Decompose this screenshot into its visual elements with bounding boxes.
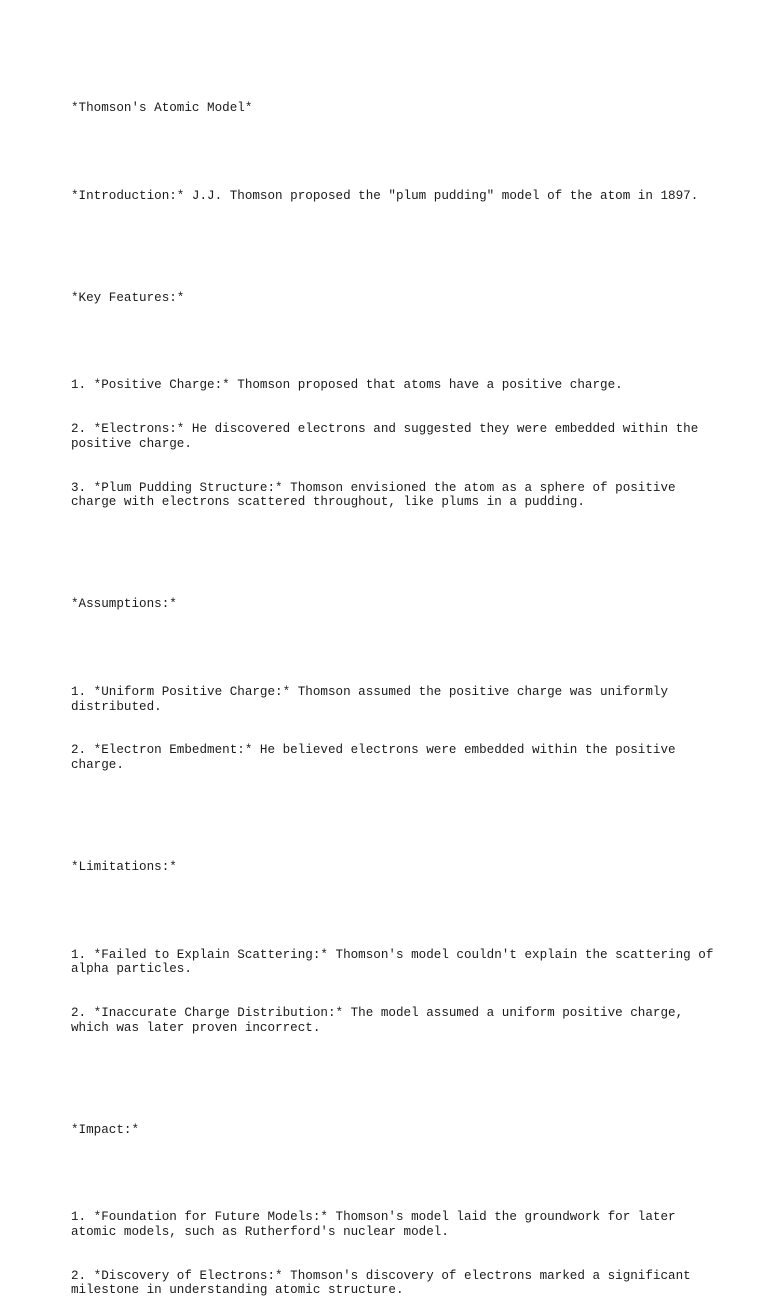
key-feature-item: 2. *Electrons:* He discovered electrons and suggested they were embedded within the positive charge. bbox=[71, 422, 706, 451]
limitation-item: 2. *Inaccurate Charge Distribution:* The model assumed a uniform positive charge, which was later proven incorrect. bbox=[71, 1006, 691, 1035]
spacer bbox=[71, 641, 721, 656]
spacer bbox=[71, 1167, 721, 1182]
spacer bbox=[71, 233, 721, 248]
spacer bbox=[71, 145, 721, 160]
key-feature-item: 3. *Plum Pudding Structure:* Thomson envisioned the atom as a sphere of positive charge with electrons scattered throughout, like plums in a pudding. bbox=[71, 480, 684, 510]
impact-item: 2. *Discovery of Electrons:* Thomson's discovery of electrons marked a significant milestone in understanding atomic structure. bbox=[71, 1268, 699, 1298]
assumptions-heading: *Assumptions:* bbox=[71, 597, 177, 612]
document-body bbox=[71, 72, 721, 1312]
impact-heading: *Impact:* bbox=[71, 1122, 140, 1137]
spacer bbox=[71, 802, 721, 817]
document-title: *Thomson's Atomic Model* bbox=[71, 101, 253, 116]
assumption-item: 2. *Electron Embedment:* He believed electrons were embedded within the positive charge. bbox=[71, 743, 684, 772]
assumption-item: 1. *Uniform Positive Charge:* Thomson assumed the positive charge was uniformly distributed. bbox=[71, 684, 676, 714]
key-feature-item: 1. *Positive Charge:* Thomson proposed that atoms have a positive charge. bbox=[71, 378, 623, 393]
impact-item: 1. *Foundation for Future Models:* Thomson's model laid the groundwork for later atomic models, such as Rutherford's nuclear model. bbox=[71, 1210, 684, 1239]
spacer bbox=[71, 904, 721, 919]
key-features-heading: *Key Features:* bbox=[71, 290, 185, 305]
spacer bbox=[71, 335, 721, 350]
limitation-item: 1. *Failed to Explain Scattering:* Thomson's model couldn't explain the scattering of alpha particles. bbox=[71, 947, 721, 977]
spacer bbox=[71, 539, 721, 554]
introduction-paragraph: *Introduction:* J.J. Thomson proposed the "plum pudding" model of the atom in 1897. bbox=[71, 188, 699, 203]
spacer bbox=[71, 1064, 721, 1079]
limitations-heading: *Limitations:* bbox=[71, 860, 177, 875]
